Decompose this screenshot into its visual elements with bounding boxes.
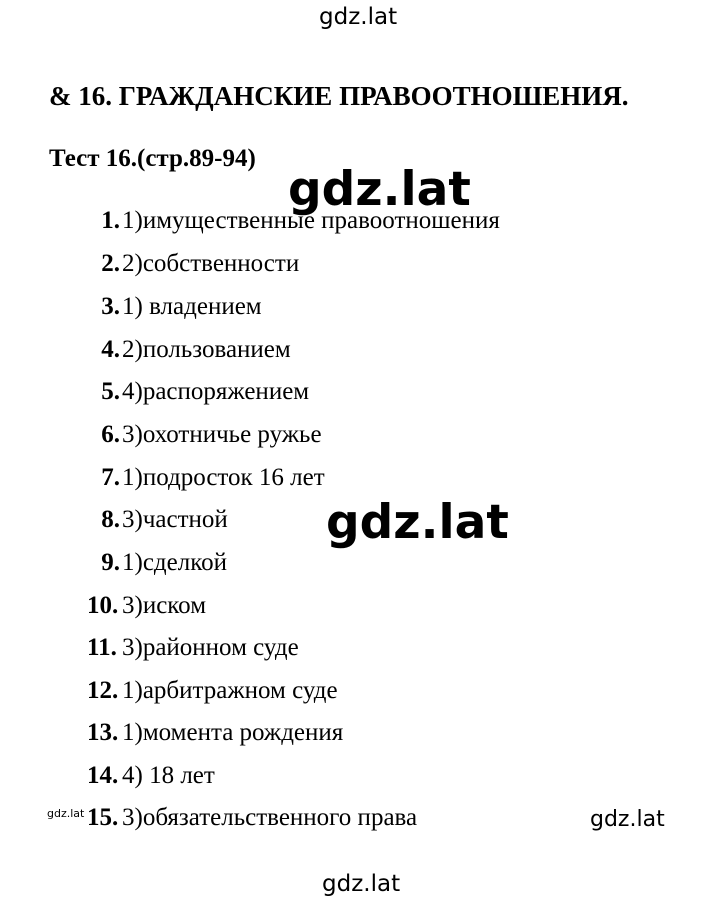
watermark-bottom: gdz.lat	[322, 871, 401, 897]
answer-text: 3)обязательственного права	[122, 804, 418, 831]
answer-text: 1)арбитражном суде	[122, 677, 338, 704]
answer-number: 3.	[101, 293, 120, 320]
answer-text: 1)имущественные правоотношения	[122, 207, 500, 234]
answer-number: 4.	[101, 336, 120, 363]
answer-number: 10.	[87, 592, 119, 619]
test-subheading: Тест 16.(стр.89-94)	[49, 145, 256, 172]
answer-number: 15.	[87, 804, 119, 831]
answer-text: 2)пользованием	[122, 336, 291, 363]
answer-text: 1)сделкой	[122, 549, 227, 576]
answer-number: 14.	[87, 762, 119, 789]
watermark-right: gdz.lat	[590, 807, 665, 832]
answer-number: 2.	[101, 250, 120, 277]
watermark-top: gdz.lat	[319, 4, 398, 30]
watermark-small: gdz.lat	[47, 807, 85, 820]
answer-text: 2)собственности	[122, 250, 300, 277]
answer-number: 1.	[101, 207, 120, 234]
answer-number: 5.	[101, 378, 120, 405]
answer-number: 12.	[87, 677, 119, 704]
watermark-large: gdz.lat	[326, 495, 509, 550]
answer-number: 9.	[101, 549, 120, 576]
answer-text: 3)районном суде	[122, 634, 299, 661]
answer-text: 4)распоряжением	[122, 378, 310, 405]
answer-text: 3)охотничье ружье	[122, 421, 322, 448]
answer-text: 1) владением	[122, 293, 262, 320]
answer-text: 3)иском	[122, 592, 207, 619]
answer-number: 6.	[101, 421, 120, 448]
answer-text: 4) 18 лет	[122, 762, 215, 789]
answer-text: 1)момента рождения	[122, 719, 344, 746]
answer-number: 13.	[87, 719, 119, 746]
answer-number: 8.	[101, 506, 120, 533]
answer-number: 11.	[87, 634, 117, 661]
watermark-large: gdz.lat	[288, 162, 471, 217]
answer-number: 7.	[101, 464, 120, 491]
answer-text: 1)подросток 16 лет	[122, 464, 325, 491]
answer-text: 3)частной	[122, 506, 228, 533]
section-heading: & 16. ГРАЖДАНСКИЕ ПРАВООТНОШЕНИЯ.	[49, 81, 629, 111]
